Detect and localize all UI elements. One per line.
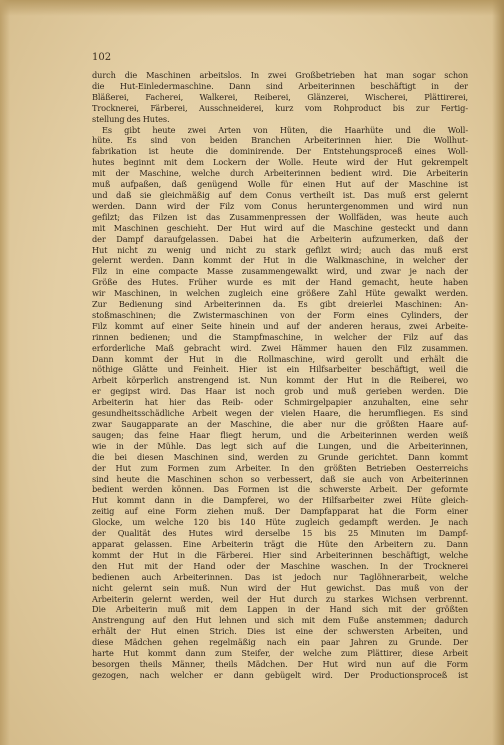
text-line: muß aufpaßen, daß genügend Wolle für einen Hut auf der Maschine ist bbox=[92, 179, 468, 190]
text-line: nöthige Glätte und Feinheit. Hier ist ein Hilfsarbeiter beschäftigt, weil die bbox=[92, 364, 468, 375]
text-line: hüte. Es sind von beiden Branchen Arbeiterinnen hier. Die Wollhut- bbox=[92, 135, 468, 146]
text-line: wir Maschinen, in welchen zugleich eine größere Zahl Hüte gewalkt werden. bbox=[92, 288, 468, 299]
page-top-shadow bbox=[0, 0, 504, 16]
text-line: Zur Bedienung sind Arbeiterinnen da. Es gibt dreierlei Maschinen: An- bbox=[92, 299, 468, 310]
page-right-shadow bbox=[492, 0, 504, 745]
text-line: nicht gelernt sein muß. Nun wird der Hut gewichst. Das muß von der bbox=[92, 582, 468, 593]
text-line: durch die Maschinen arbeitslos. In zwei Großbetrieben hat man sogar schon bbox=[92, 70, 468, 80]
text-line: Bläßerei, Facherei, Walkerei, Reiberei, Glänzerei, Wischerei, Plättirerei, bbox=[92, 91, 468, 102]
text-line: Die Arbeiterin muß mit dem Lappen in der Hand sich mit der größten bbox=[92, 604, 468, 615]
text-line: Arbeit körperlich anstrengend ist. Nun kommt der Hut in die Reiberei, wo bbox=[92, 375, 468, 386]
text-line: mit Maschinen geschieht. Der Hut wird auf die Maschine gesteckt und dann bbox=[92, 222, 468, 233]
text-line: stellung des Hutes. bbox=[92, 113, 170, 124]
text-line: saugen; das feine Haar fliegt herum, und die Arbeiterinnen werden weiß bbox=[92, 429, 468, 440]
text-line: er gegipst wird. Das Haar ist noch grob und muß gerieben werden. Die bbox=[92, 386, 468, 397]
text-line: apparat gelassen. Eine Arbeiterin trägt die Hüte den Arbeitern zu. Dann bbox=[92, 538, 468, 549]
text-line: Es gibt heute zwei Arten von Hüten, die Haarhüte und die Woll- bbox=[102, 124, 468, 135]
text-line: Filz kommt auf einer Seite hinein und auf der anderen heraus, zwei Arbeite- bbox=[92, 320, 468, 331]
text-line: der Hut zum Formen zum Arbeiter. In den größten Betrieben Oesterreichs bbox=[92, 462, 468, 473]
text-line: Filz in eine compacte Masse zusammengewalkt wird, und zwar je nach der bbox=[92, 266, 468, 277]
text-line: gelernt werden. Dann kommt der Hut in die Walkmaschine, in welcher der bbox=[92, 255, 468, 266]
text-line: Hut nicht zu wenig und nicht zu stark gefilzt wird; auch das muß erst bbox=[92, 244, 468, 255]
text-line: kommt der Hut in die Färberei. Hier sind Arbeiterinnen beschäftigt, welche bbox=[92, 549, 468, 560]
text-line: bedienen auch Arbeiterinnen. Das ist jedoch nur Taglöhnerarbeit, welche bbox=[92, 571, 468, 582]
text-line: harte Hut kommt dann zum Steifer, der welche zum Plättirer, diese Arbeit bbox=[92, 648, 468, 659]
text-line: und daß sie gleichmäßig auf dem Conus vertheilt ist. Das muß erst gelernt bbox=[92, 189, 468, 200]
page-left-shadow bbox=[0, 0, 10, 745]
page-number: 102 bbox=[92, 52, 112, 63]
text-line: Trocknerei, Färberei, Ausschneiderei, kurz vom Rohproduct bis zur Fertig- bbox=[92, 102, 468, 113]
text-line: zeitig auf eine Form ziehen muß. Der Dampfapparat hat die Form einer bbox=[92, 506, 468, 517]
text-line: werden. Dann wird der Filz vom Conus heruntergenommen und wird nun bbox=[92, 200, 468, 211]
text-line: Glocke, um welche 120 bis 140 Hüte zugleich gedampft werden. Je nach bbox=[92, 517, 468, 528]
text-line: bedient werden können. Das Formen ist die schwerste Arbeit. Der geformte bbox=[92, 484, 468, 495]
text-line: gefilzt; das Filzen ist das Zusammenpressen der Wollfäden, was heute auch bbox=[92, 211, 468, 222]
text-line: Hut kommt dann in die Dampferei, wo der Hilfsarbeiter zwei Hüte gleich- bbox=[92, 495, 468, 506]
text-line: zwar Saugapparate an der Maschine, die aber nur die größten Haare auf- bbox=[92, 419, 468, 429]
text-line: wie in der Mühle. Das legt sich auf die Lungen, und die Arbeiterinnen, bbox=[92, 440, 468, 451]
text-line: gezogen, nach welcher er dann gebügelt wird. Der Productionsproceß ist bbox=[92, 669, 468, 680]
text-line: diese Mädchen gehen regelmäßig nach ein paar Jahren zu Grunde. Der bbox=[92, 637, 468, 648]
text-line: stoßmaschinen; die Zwistermaschinen von der Form eines Cylinders, der bbox=[92, 309, 468, 320]
text-line: Anstrengung auf den Hut lehnen und sich mit dem Fuße anstemmen; dadurch bbox=[92, 615, 468, 626]
text-line: Größe des Hutes. Früher wurde es mit der Hand gemacht, heute haben bbox=[92, 277, 468, 288]
text-line: Dann kommt der Hut in die Rollmaschine, wird gerollt und erhält die bbox=[92, 353, 468, 364]
text-line: Arbeiterin gelernt werden, weil der Hut durch zu starkes Wichsen verbrennt. bbox=[92, 593, 468, 604]
text-line: fabrikation ist heute die dominirende. Der Entstehungsproceß eines Woll- bbox=[92, 146, 468, 157]
text-line: den Hut mit der Hand oder der Maschine waschen. In der Trocknerei bbox=[92, 560, 468, 571]
text-line: der Dampf daraufgelassen. Dabei hat die Arbeiterin aufzumerken, daß der bbox=[92, 233, 468, 244]
text-line: gesundheitsschädliche Arbeit wegen der vielen Haare, die herumfliegen. Es sind bbox=[92, 408, 468, 419]
text-line: erforderliche Maß gebracht wird. Zwei Hämmer hauen den Filz zusammen. bbox=[92, 342, 468, 353]
text-line: der Qualität des Hutes wird derselbe 15 bis 25 Minuten im Dampf- bbox=[92, 528, 468, 539]
text-line: rinnen bedienen; und die Stampfmaschine, in welcher der Filz auf das bbox=[92, 331, 468, 342]
text-line: hutes beginnt mit dem Lockern der Wolle. Heute wird der Hut gekrempelt bbox=[92, 157, 468, 168]
text-line: erhält der Hut einen Strich. Dies ist eine der schwersten Arbeiten, und bbox=[92, 626, 468, 637]
text-line: besorgen theils Männer, theils Mädchen. Der Hut wird nun auf die Form bbox=[92, 658, 468, 669]
body-text bbox=[92, 70, 468, 681]
text-line: Arbeiterin hat hier das Reib- oder Schmirgelpapier anzuhalten, eine sehr bbox=[92, 397, 468, 408]
text-line: sind heute die Maschinen schon so verbessert, daß sie auch von Arbeiterinnen bbox=[92, 473, 468, 484]
text-line: die bei diesen Maschinen sind, werden zu Grunde gerichtet. Dann kommt bbox=[92, 451, 468, 462]
text-line: mit der Maschine, welche durch Arbeiterinnen bedient wird. Die Arbeiterin bbox=[92, 168, 468, 179]
text-line: die Hut-Einledermaschine. Dann sind Arbeiterinnen beschäftigt in der bbox=[92, 80, 468, 91]
